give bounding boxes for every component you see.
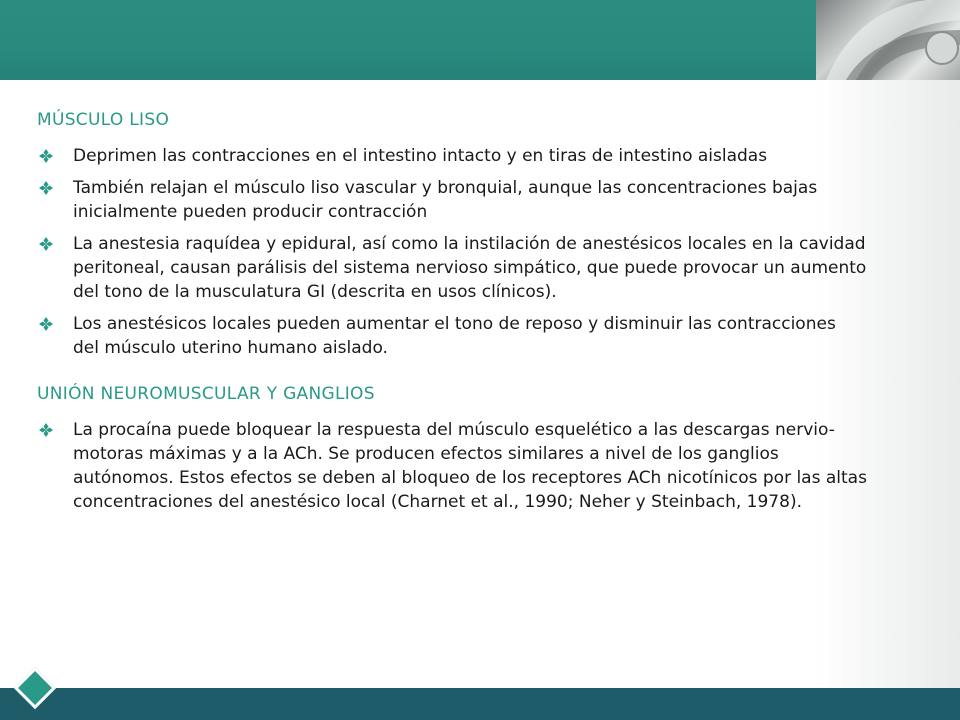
slide-content — [37, 108, 867, 522]
decorative-metal-image — [816, 0, 960, 80]
list-item — [37, 232, 867, 304]
four-diamond-bullet-icon — [39, 181, 53, 195]
section-smooth-muscle — [37, 108, 867, 360]
list-item — [37, 176, 867, 224]
bullet-list — [37, 144, 867, 360]
bullet-text: La procaína puede bloquear la respuesta del músculo esquelético a las descargas nervio-motoras máximas y a la ACh. Se producen efectos similares a nivel de los ganglios autónomos. Estos efectos se deben al bloqueo de los receptores ACh nicotínicos por las altas concentraciones del anestésico local (Charnet et al., 1990; Neher y Steinbach, 1978). — [73, 420, 867, 512]
four-diamond-bullet-icon — [39, 237, 53, 251]
bullet-text: También relajan el músculo liso vascular y bronquial, aunque las concentraciones bajas inicialmente pueden producir contracción — [73, 178, 818, 222]
section-neuromuscular — [37, 382, 867, 514]
list-item — [37, 418, 867, 514]
four-diamond-bullet-icon — [39, 317, 53, 331]
footer-band — [0, 688, 960, 720]
section-heading: UNIÓN NEUROMUSCULAR Y GANGLIOS — [37, 384, 375, 404]
bullet-text: La anestesia raquídea y epidural, así como la instilación de anestésicos locales en la cavidad peritoneal, causan parálisis del sistema nervioso simpático, que puede provocar un aumento del tono de la musculatura GI (descrita en usos clínicos). — [73, 234, 867, 302]
list-item — [37, 144, 867, 168]
four-diamond-bullet-icon — [39, 149, 53, 163]
section-heading: MÚSCULO LISO — [37, 110, 170, 130]
bullet-text: Deprimen las contracciones en el intestino intacto y en tiras de intestino aisladas — [73, 146, 768, 166]
header-band — [0, 0, 816, 80]
list-item — [37, 312, 867, 360]
bullet-text: Los anestésicos locales pueden aumentar el tono de reposo y disminuir las contracciones del músculo uterino humano aislado. — [73, 314, 836, 358]
bullet-list — [37, 418, 867, 514]
four-diamond-bullet-icon — [39, 423, 53, 437]
